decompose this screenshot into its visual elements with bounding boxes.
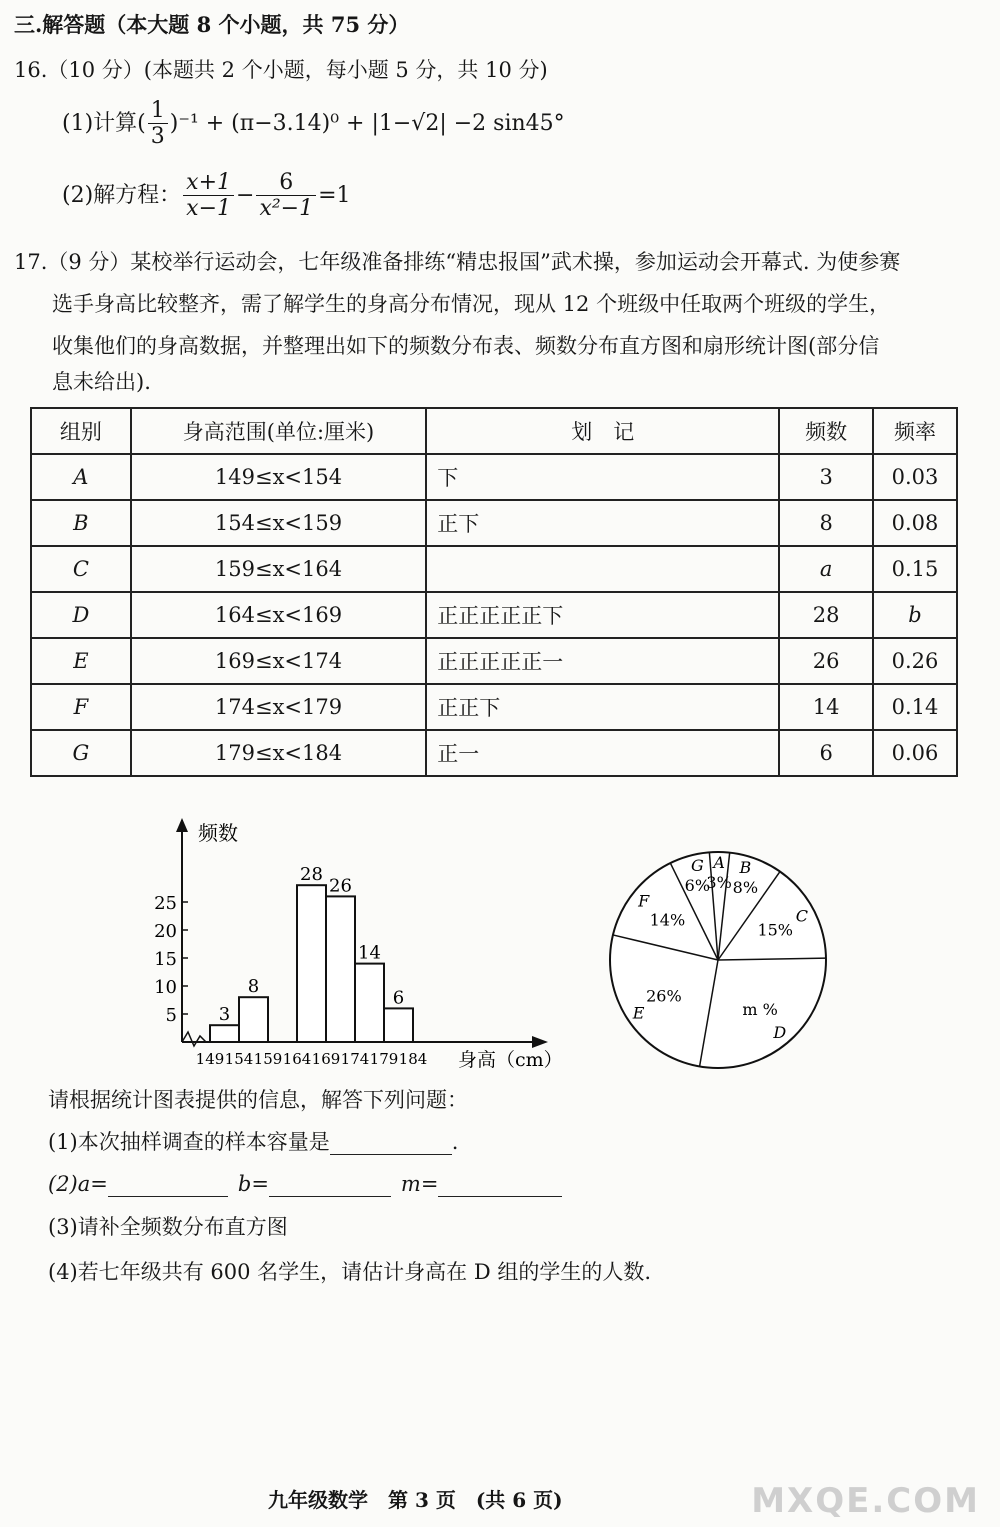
cell-frequency: 3 xyxy=(779,454,873,500)
x-tick-label: 179 xyxy=(369,1050,399,1068)
cell-rate: 0.14 xyxy=(873,684,957,730)
cell-rate: b xyxy=(873,592,957,638)
table-row xyxy=(31,638,957,684)
y-tick-label: 5 xyxy=(165,1005,177,1026)
q16-part1-label: (1)计算( xyxy=(62,110,146,136)
cell-frequency: 14 xyxy=(779,684,873,730)
x-tick-label: 169 xyxy=(311,1050,341,1068)
minus-sign: − xyxy=(236,182,255,208)
header-tally: 划 记 xyxy=(426,408,779,454)
sub1-period: . xyxy=(451,1130,459,1154)
header-group: 组别 xyxy=(31,408,131,454)
q17-sub4: (4)若七年级共有 600 名学生，请估计身高在 D 组的学生的人数. xyxy=(48,1260,652,1284)
y-tick-label: 15 xyxy=(154,949,177,970)
x-axis-arrow-icon xyxy=(532,1036,548,1048)
sub1-text: (1)本次抽样调查的样本容量是 xyxy=(48,1130,330,1154)
q16-part2-rest: =1 xyxy=(318,182,351,208)
sub2-m-label: m= xyxy=(400,1172,439,1196)
answer-blank-sample-size[interactable] xyxy=(330,1134,452,1155)
q17-prompt: 请根据统计图表提供的信息，解答下列问题： xyxy=(48,1088,468,1112)
pie-slice-percent-label: 8% xyxy=(732,878,759,898)
bar-value-label: 3 xyxy=(218,1004,231,1026)
cell-range: 169≤x<174 xyxy=(131,638,426,684)
frequency-histogram xyxy=(154,810,580,1075)
cell-frequency: a xyxy=(779,546,873,592)
fraction-denominator: x²−1 xyxy=(259,196,314,222)
q17-line-1: 17.（9 分）某校举行运动会，七年级准备排练“精忠报国”武术操，参加运动会开幕式. 为使参赛 xyxy=(14,250,901,274)
histogram-bar xyxy=(239,997,268,1042)
cell-rate: 0.08 xyxy=(873,500,957,546)
cell-tally: 正正正正正一 xyxy=(426,638,779,684)
x-tick-label: 159 xyxy=(253,1050,283,1068)
q17-sub3: (3)请补全频数分布直方图 xyxy=(48,1215,288,1239)
header-range: 身高范围(单位:厘米) xyxy=(131,408,426,454)
y-axis-label: 频数 xyxy=(198,821,238,845)
x-tick-label: 164 xyxy=(282,1050,312,1068)
cell-group: C xyxy=(31,546,131,592)
cell-range: 154≤x<159 xyxy=(131,500,426,546)
pie-slice-group-label: E xyxy=(632,1003,645,1023)
pie-slice-percent-label: 15% xyxy=(757,920,794,940)
x-tick-label: 174 xyxy=(340,1050,370,1068)
pie-slice-percent-label: m % xyxy=(742,1000,778,1020)
fraction-numerator: x+1 xyxy=(183,170,234,196)
pie-slice-group-label: D xyxy=(773,1023,787,1043)
q17-line-2: 选手身高比较整齐，需了解学生的身高分布情况，现从 12 个班级中任取两个班级的学生， xyxy=(52,292,891,316)
bar-value-label: 14 xyxy=(358,942,381,964)
fraction-left xyxy=(183,170,234,222)
cell-tally: 正正下 xyxy=(426,684,779,730)
pie-slice-group-label: B xyxy=(739,858,752,878)
pie-slice-group-label: A xyxy=(713,853,725,873)
x-axis-label: 身高（cm） xyxy=(458,1049,563,1071)
cell-rate: 0.26 xyxy=(873,638,957,684)
cell-frequency: 28 xyxy=(779,592,873,638)
histogram-bar xyxy=(326,896,355,1042)
page-footer: 九年级数学 第 3 页 (共 6 页) xyxy=(268,1488,563,1512)
cell-tally: 正正正正正下 xyxy=(426,592,779,638)
table-header-row xyxy=(31,408,957,454)
sub2-a-label: (2)a= xyxy=(48,1172,108,1196)
x-tick-label: 149 xyxy=(195,1050,225,1068)
cell-range: 179≤x<184 xyxy=(131,730,426,776)
q17-line-3: 收集他们的身高数据，并整理出如下的频数分布表、频数分布直方图和扇形统计图(部分信 xyxy=(52,334,880,358)
cell-frequency: 26 xyxy=(779,638,873,684)
cell-range: 149≤x<154 xyxy=(131,454,426,500)
axis-break-icon xyxy=(182,1032,206,1046)
q16-header: 16.（10 分）(本题共 2 个小题，每小题 5 分，共 10 分) xyxy=(14,58,548,82)
answer-blank-b[interactable] xyxy=(269,1176,391,1197)
pie-slice-percent-label: 26% xyxy=(646,986,682,1006)
pie-slice-group-label: G xyxy=(690,856,704,876)
frequency-table xyxy=(30,407,958,777)
histogram-bar xyxy=(297,885,326,1042)
histogram-bar xyxy=(384,1008,413,1042)
q17-sub1 xyxy=(48,1130,458,1155)
cell-rate: 0.03 xyxy=(873,454,957,500)
fraction-one-third xyxy=(148,98,168,150)
fraction-numerator: 6 xyxy=(256,170,316,196)
q17-line-4: 息未给出). xyxy=(52,370,151,394)
section-title: 三.解答题（本大题 8 个小题，共 75 分） xyxy=(14,12,410,37)
cell-group: B xyxy=(31,500,131,546)
table-row xyxy=(31,684,957,730)
bar-value-label: 6 xyxy=(392,987,405,1009)
fraction-denominator: 3 xyxy=(150,124,165,150)
header-rate: 频率 xyxy=(873,408,957,454)
y-axis-arrow-icon xyxy=(176,818,188,832)
pie-slice-group-label: F xyxy=(638,891,650,911)
watermark: MXQE.COM xyxy=(751,1481,980,1521)
sub2-b-label: b= xyxy=(237,1172,269,1196)
table-row xyxy=(31,454,957,500)
cell-group: D xyxy=(31,592,131,638)
cell-tally: 正下 xyxy=(426,500,779,546)
pie-slice-percent-label: 6% xyxy=(684,876,711,896)
table-row xyxy=(31,546,957,592)
fraction-numerator: 1 xyxy=(148,98,168,124)
cell-rate: 0.06 xyxy=(873,730,957,776)
cell-group: G xyxy=(31,730,131,776)
pie-slice-group-label: C xyxy=(795,906,809,926)
answer-blank-a[interactable] xyxy=(108,1176,228,1197)
cell-tally: 下 xyxy=(426,454,779,500)
x-tick-label: 184 xyxy=(398,1050,428,1068)
cell-tally: 正一 xyxy=(426,730,779,776)
cell-rate: 0.15 xyxy=(873,546,957,592)
cell-range: 174≤x<179 xyxy=(131,684,426,730)
histogram-bar xyxy=(355,964,384,1042)
cell-group: F xyxy=(31,684,131,730)
header-frequency: 频数 xyxy=(779,408,873,454)
table-row xyxy=(31,592,957,638)
cell-group: A xyxy=(31,454,131,500)
pie-slice-percent-label: 14% xyxy=(649,910,686,930)
cell-frequency: 6 xyxy=(779,730,873,776)
bar-value-label: 28 xyxy=(300,864,323,886)
q16-part2 xyxy=(62,170,351,222)
cell-frequency: 8 xyxy=(779,500,873,546)
y-tick-label: 20 xyxy=(154,921,177,942)
q17-sub2 xyxy=(48,1172,562,1197)
cell-group: E xyxy=(31,638,131,684)
pie-chart xyxy=(600,840,840,1080)
bar-value-label: 8 xyxy=(247,976,260,998)
fraction-denominator: x−1 xyxy=(186,196,232,222)
q16-part2-label: (2)解方程： xyxy=(62,182,182,208)
answer-blank-m[interactable] xyxy=(438,1176,562,1197)
table-row xyxy=(31,730,957,776)
q16-part1 xyxy=(62,98,565,150)
table-row xyxy=(31,500,957,546)
cell-range: 164≤x<169 xyxy=(131,592,426,638)
bar-value-label: 26 xyxy=(329,875,352,897)
x-tick-label: 154 xyxy=(224,1050,254,1068)
pie-slice-percent-label: 3% xyxy=(706,873,732,893)
cell-range: 159≤x<164 xyxy=(131,546,426,592)
fraction-right xyxy=(256,170,316,222)
q16-part1-rest: )⁻¹ + (π−3.14)⁰ + |1−√2| −2 sin45° xyxy=(169,110,565,136)
y-tick-label: 10 xyxy=(154,977,177,998)
cell-tally xyxy=(426,546,779,592)
y-tick-label: 25 xyxy=(154,893,177,914)
histogram-bar xyxy=(210,1025,239,1042)
